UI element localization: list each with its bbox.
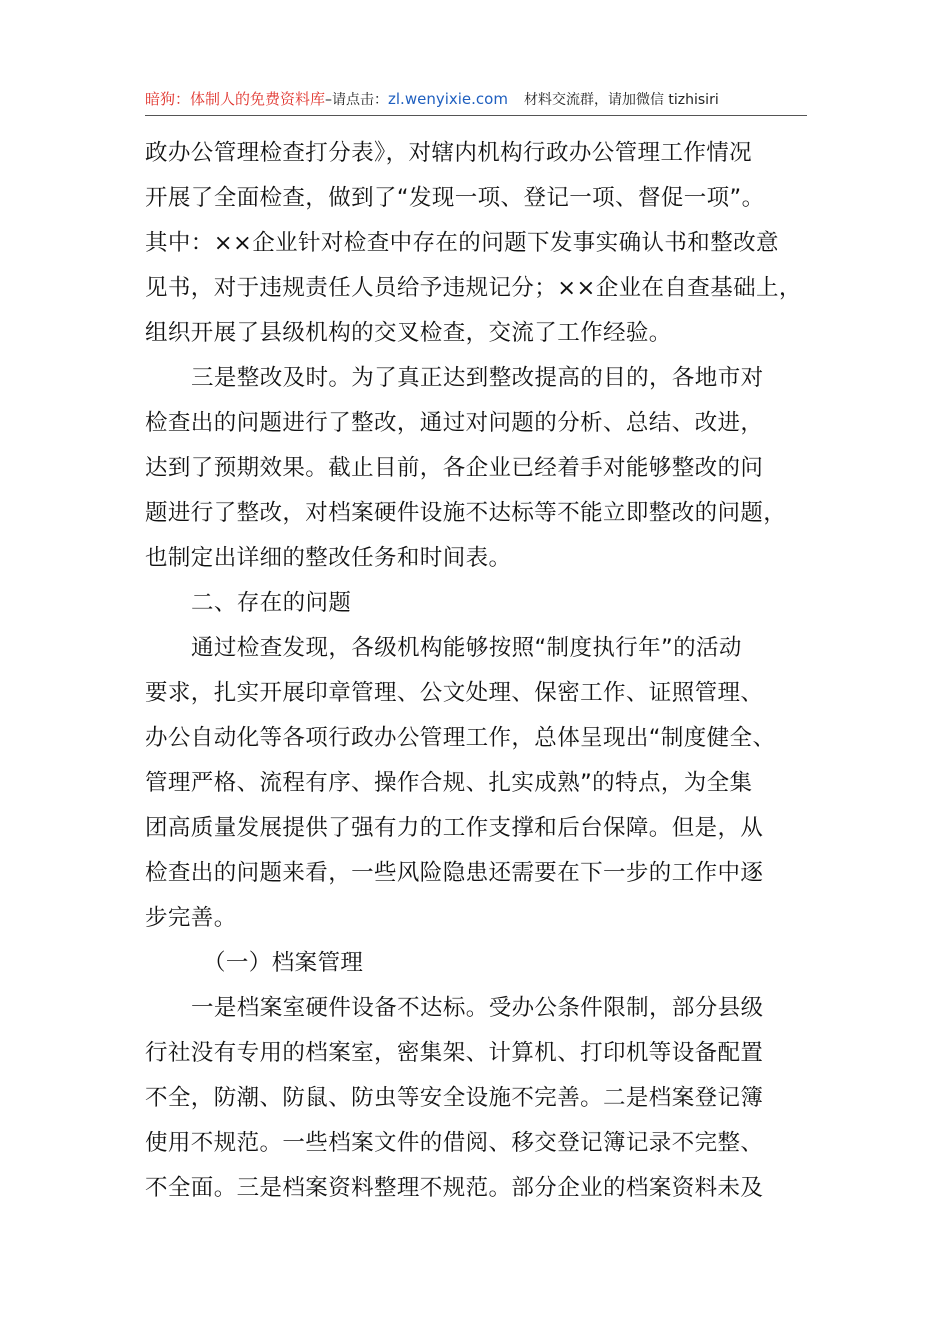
- body-line: 也制定出详细的整改任务和时间表。: [145, 545, 512, 571]
- body-line: 使用不规范。一些档案文件的借阅、移交登记簿记录不完整、: [145, 1130, 764, 1156]
- body-line: 通过检查发现，各级机构能够按照“制度执行年”的活动: [191, 635, 742, 661]
- body-line: 检查出的问题进行了整改，通过对问题的分析、总结、改进，: [145, 410, 764, 436]
- body-line: 见书，对于违规责任人员给予违规记分；××企业在自查基础上，: [145, 275, 802, 301]
- body-line: 三是整改及时。为了真正达到整改提高的目的，各地市对: [191, 365, 764, 391]
- body-line: 达到了预期效果。截止目前，各企业已经着手对能够整改的问: [145, 455, 764, 481]
- body-line: 不全面。三是档案资料整理不规范。部分企业的档案资料未及: [145, 1175, 764, 1201]
- body-line: 政办公管理检查打分表》，对辖内机构行政办公管理工作情况: [145, 140, 753, 166]
- header-divider: [145, 115, 807, 116]
- body-line: 一是档案室硬件设备不达标。受办公条件限制，部分县级: [191, 995, 764, 1021]
- body-line: 组织开展了县级机构的交叉检查，交流了工作经验。: [145, 320, 672, 346]
- body-line: 检查出的问题来看，一些风险隐患还需要在下一步的工作中逐: [145, 860, 764, 886]
- header-brand: 暗狗：体制人的免费资料库: [145, 90, 326, 108]
- body-line: 行社没有专用的档案室，密集架、计算机、打印机等设备配置: [145, 1040, 764, 1066]
- subsection-heading: （一）档案管理: [203, 950, 364, 976]
- section-heading: 二、存在的问题: [191, 590, 352, 616]
- header-contact: 材料交流群，请加微信 tizhisiri: [523, 92, 719, 108]
- body-line: 管理严格、流程有序、操作合规、扎实成熟”的特点，为全集: [145, 770, 753, 796]
- body-line: 办公自动化等各项行政办公管理工作，总体呈现出“制度健全、: [145, 725, 776, 751]
- header-prompt: –请点击：: [325, 92, 389, 108]
- body-line: 要求，扎实开展印章管理、公文处理、保密工作、证照管理、: [145, 680, 764, 706]
- body-line: 不全，防潮、防鼠、防虫等安全设施不完善。二是档案登记簿: [145, 1085, 764, 1111]
- body-line: 开展了全面检查，做到了“发现一项、登记一项、督促一项”。: [145, 185, 765, 211]
- body-line: 题进行了整改，对档案硬件设施不达标等不能立即整改的问题，: [145, 500, 787, 526]
- page-header: [145, 86, 807, 112]
- header-url-link[interactable]: zl.wenyixie.com: [388, 90, 508, 108]
- body-line: 团高质量发展提供了强有力的工作支撑和后台保障。但是，从: [145, 815, 764, 841]
- body-line: 其中：××企业针对检查中存在的问题下发事实确认书和整改意: [145, 230, 779, 256]
- document-body: [145, 131, 821, 1211]
- body-line: 步完善。: [145, 905, 237, 931]
